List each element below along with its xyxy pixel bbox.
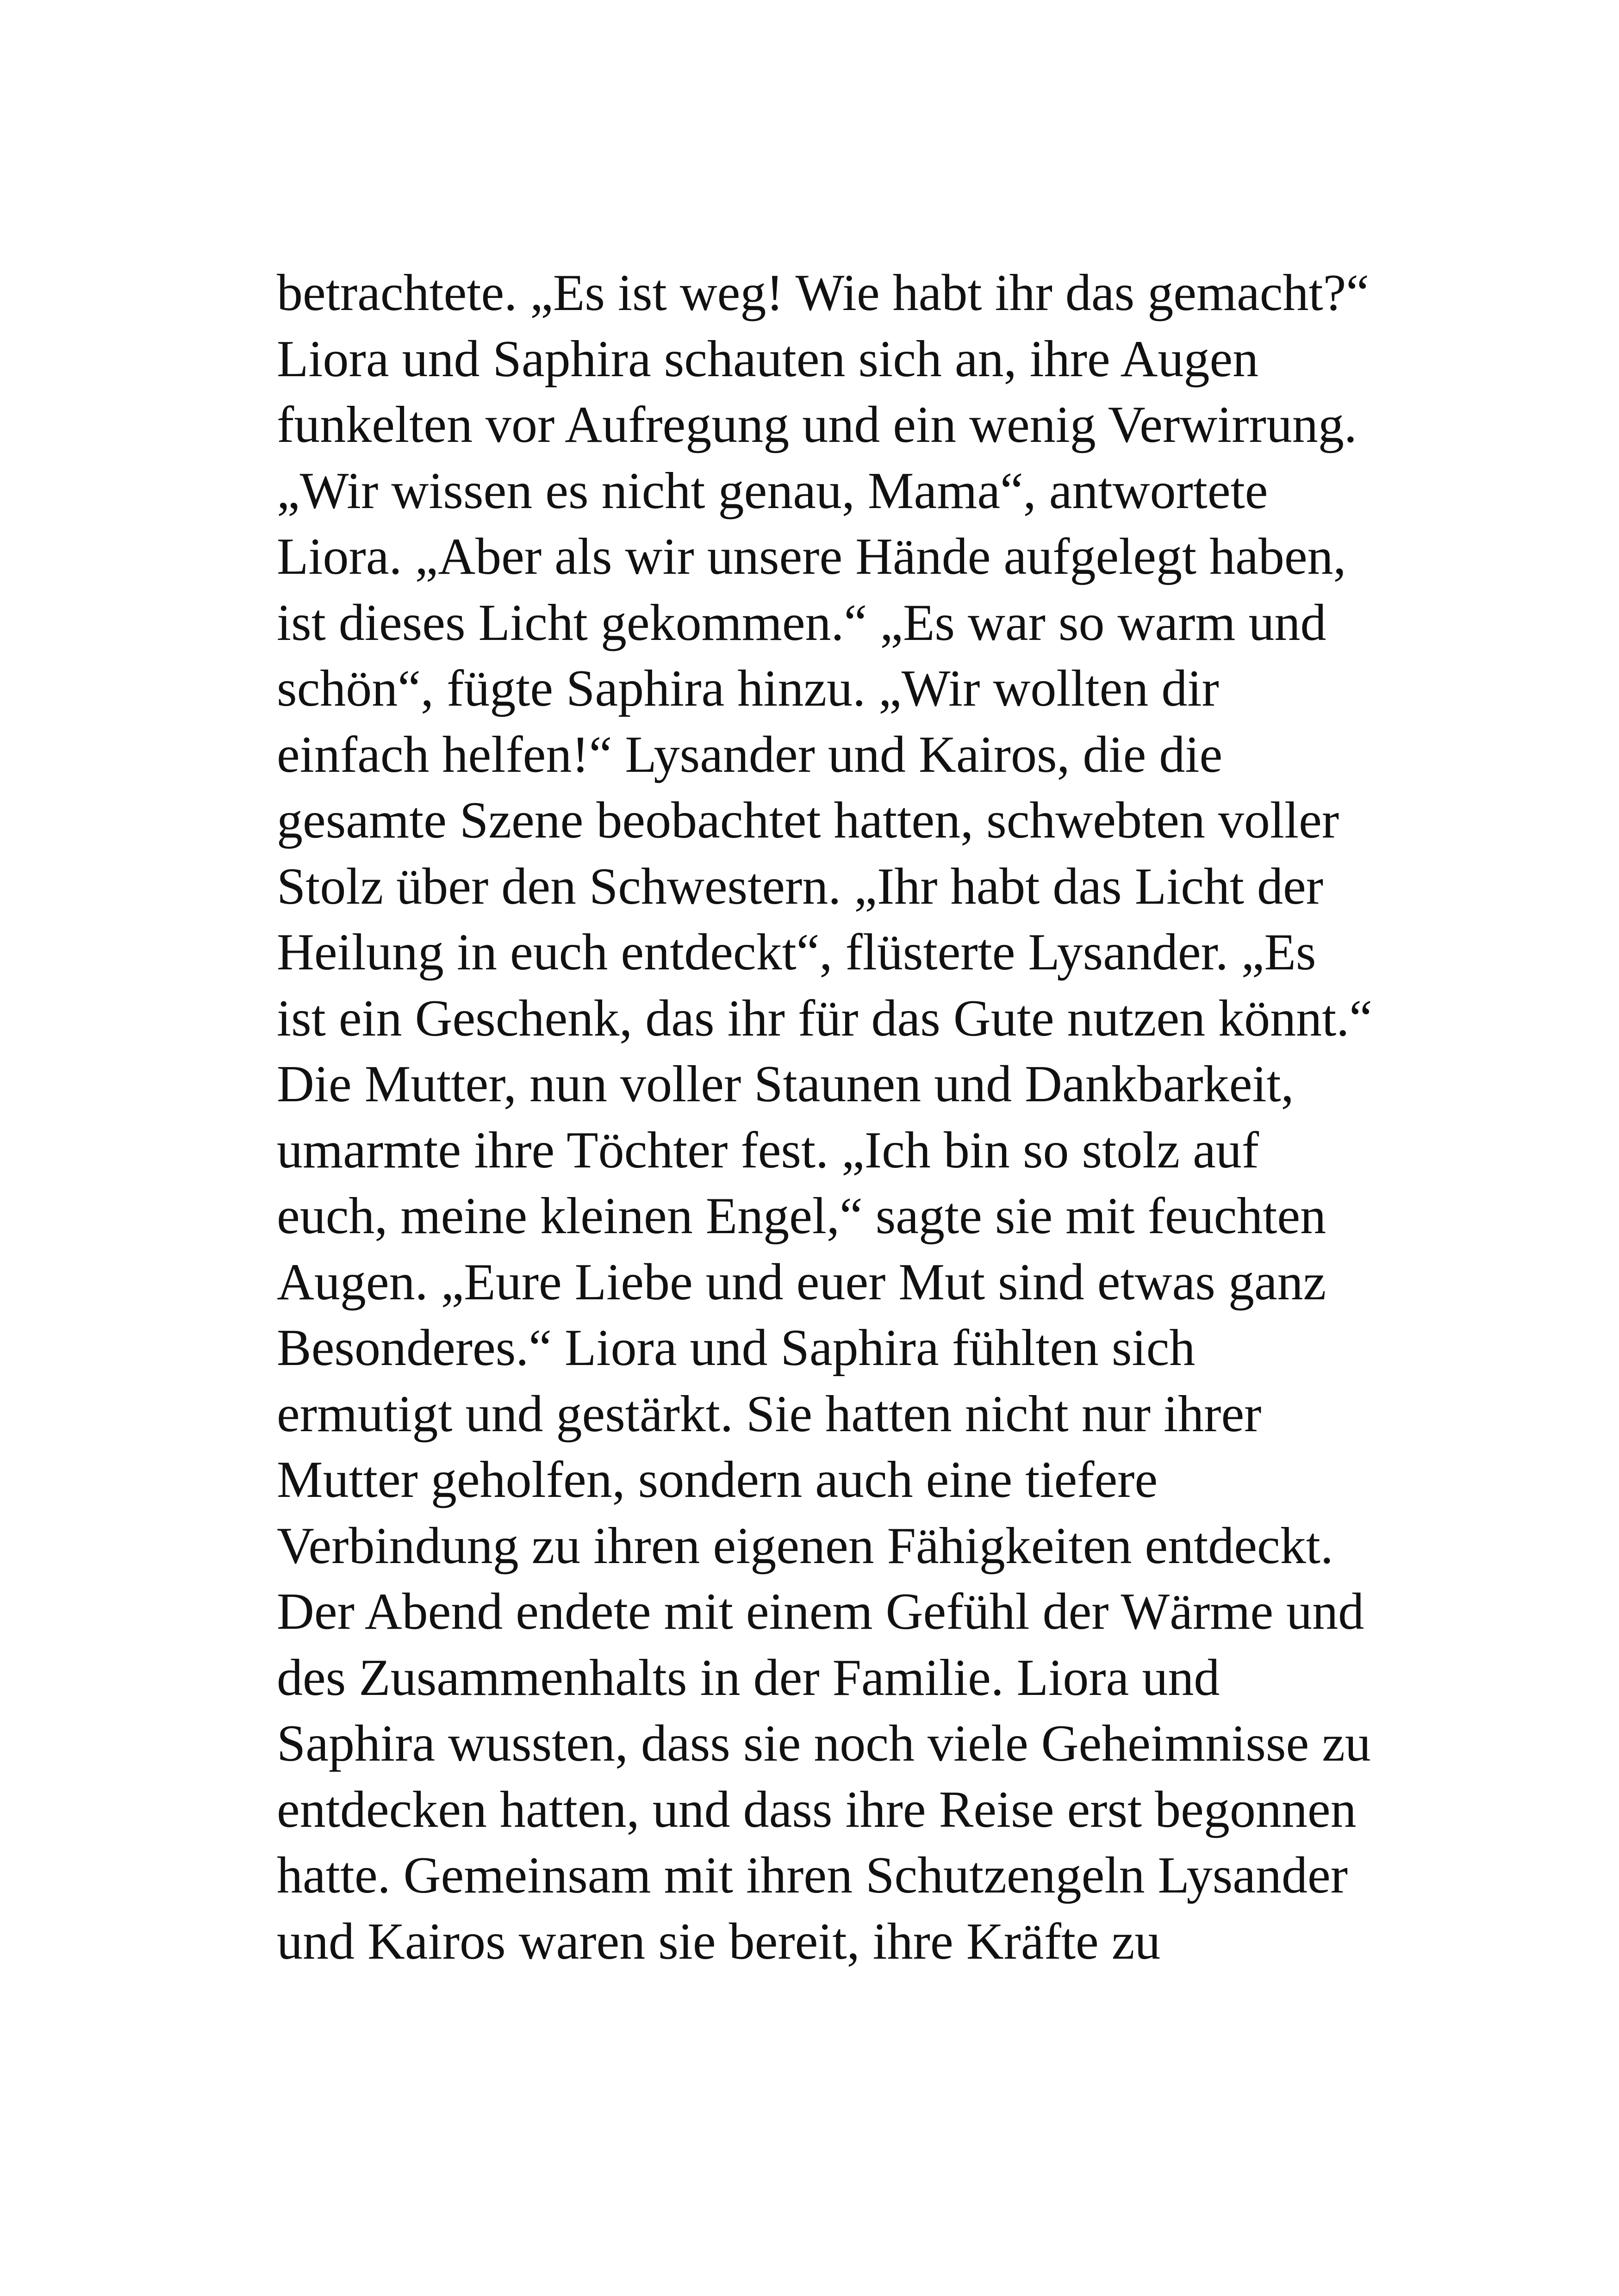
text-line: Der Abend endete mit einem Gefühl der Wärme und [277,1583,1364,1640]
text-line: „Wir wissen es nicht genau, Mama“, antwortete [277,462,1268,520]
text-line: Augen. „Eure Liebe und euer Mut sind etwas ganz [277,1253,1326,1311]
text-line: ermutigt und gestärkt. Sie hatten nicht nur ihrer [277,1385,1262,1443]
text-line: Mutter geholfen, sondern auch eine tiefere [277,1451,1158,1508]
text-line: Liora und Saphira schauten sich an, ihre Augen [277,330,1259,388]
text-line: Verbindung zu ihren eigenen Fähigkeiten entdeckt. [277,1517,1333,1575]
text-line: schön“, fügte Saphira hinzu. „Wir wollten dir [277,660,1219,717]
text-line: ist dieses Licht gekommen.“ „Es war so warm und [277,594,1326,652]
text-line: Liora. „Aber als wir unsere Hände aufgelegt haben, [277,528,1346,585]
text-line: euch, meine kleinen Engel,“ sagte sie mit feuchten [277,1187,1326,1245]
text-line: Stolz über den Schwestern. „Ihr habt das Licht der [277,857,1324,915]
text-line: hatte. Gemeinsam mit ihren Schutzengeln Lysander [277,1847,1348,1904]
text-line: funkelten vor Aufregung und ein wenig Verwirrung. [277,396,1357,453]
text-line: Besonderes.“ Liora und Saphira fühlten sich [277,1319,1196,1377]
text-line: und Kairos waren sie bereit, ihre Kräfte zu [277,1912,1161,1970]
text-line: umarmte ihre Töchter fest. „Ich bin so stolz auf [277,1121,1259,1179]
body-text [277,260,1388,1974]
text-line: einfach helfen!“ Lysander und Kairos, die die [277,726,1223,783]
text-line: ist ein Geschenk, das ihr für das Gute nutzen könnt.“ [277,989,1372,1047]
text-line: des Zusammenhalts in der Familie. Liora und [277,1649,1220,1706]
text-line: entdecken hatten, und dass ihre Reise erst begonnen [277,1781,1357,1838]
text-line: Die Mutter, nun voller Staunen und Dankbarkeit, [277,1055,1294,1113]
text-line: betrachtete. „Es ist weg! Wie habt ihr das gemacht?“ [277,264,1369,322]
text-line: Heilung in euch entdeckt“, flüsterte Lysander. „Es [277,924,1316,981]
text-line: Saphira wussten, dass sie noch viele Geheimnisse zu [277,1715,1371,1772]
text-line: gesamte Szene beobachtet hatten, schwebten voller [277,792,1339,849]
